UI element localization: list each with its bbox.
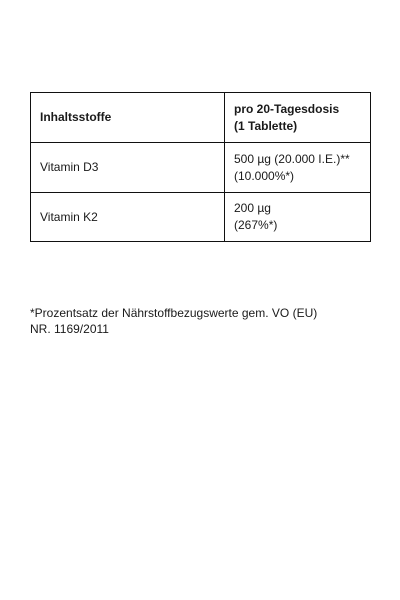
table-header-row: [31, 93, 371, 143]
ingredient-cell: [31, 143, 225, 193]
footnote-line: *Prozentsatz der Nährstoffbezugswerte gem. VO (EU): [30, 306, 318, 320]
table-row: [31, 193, 371, 242]
ingredient-cell: [31, 193, 225, 242]
header-ingredient-cell: [31, 93, 225, 143]
header-dose-label: pro 20-Tagesdosis: [234, 101, 340, 116]
table-row: [31, 143, 371, 193]
dose-amount: 200 µg: [234, 201, 271, 215]
dose-percent: (267%*): [234, 218, 278, 232]
footnote: [30, 305, 375, 337]
dose-cell: [225, 143, 371, 193]
ingredient-name: Vitamin D3: [40, 160, 99, 174]
header-dose-cell: [225, 93, 371, 143]
ingredient-name: Vitamin K2: [40, 209, 98, 224]
header-dose-sublabel: (1 Tablette): [234, 118, 298, 133]
dose-cell: [225, 193, 371, 242]
nutrition-table: [30, 92, 371, 242]
footnote-line: NR. 1169/2011: [30, 322, 109, 336]
dose-percent: (10.000%*): [234, 168, 295, 183]
dose-amount: 500 µg (20.000 I.E.)**: [234, 151, 350, 166]
header-ingredient-label: Inhaltsstoffe: [40, 110, 112, 124]
